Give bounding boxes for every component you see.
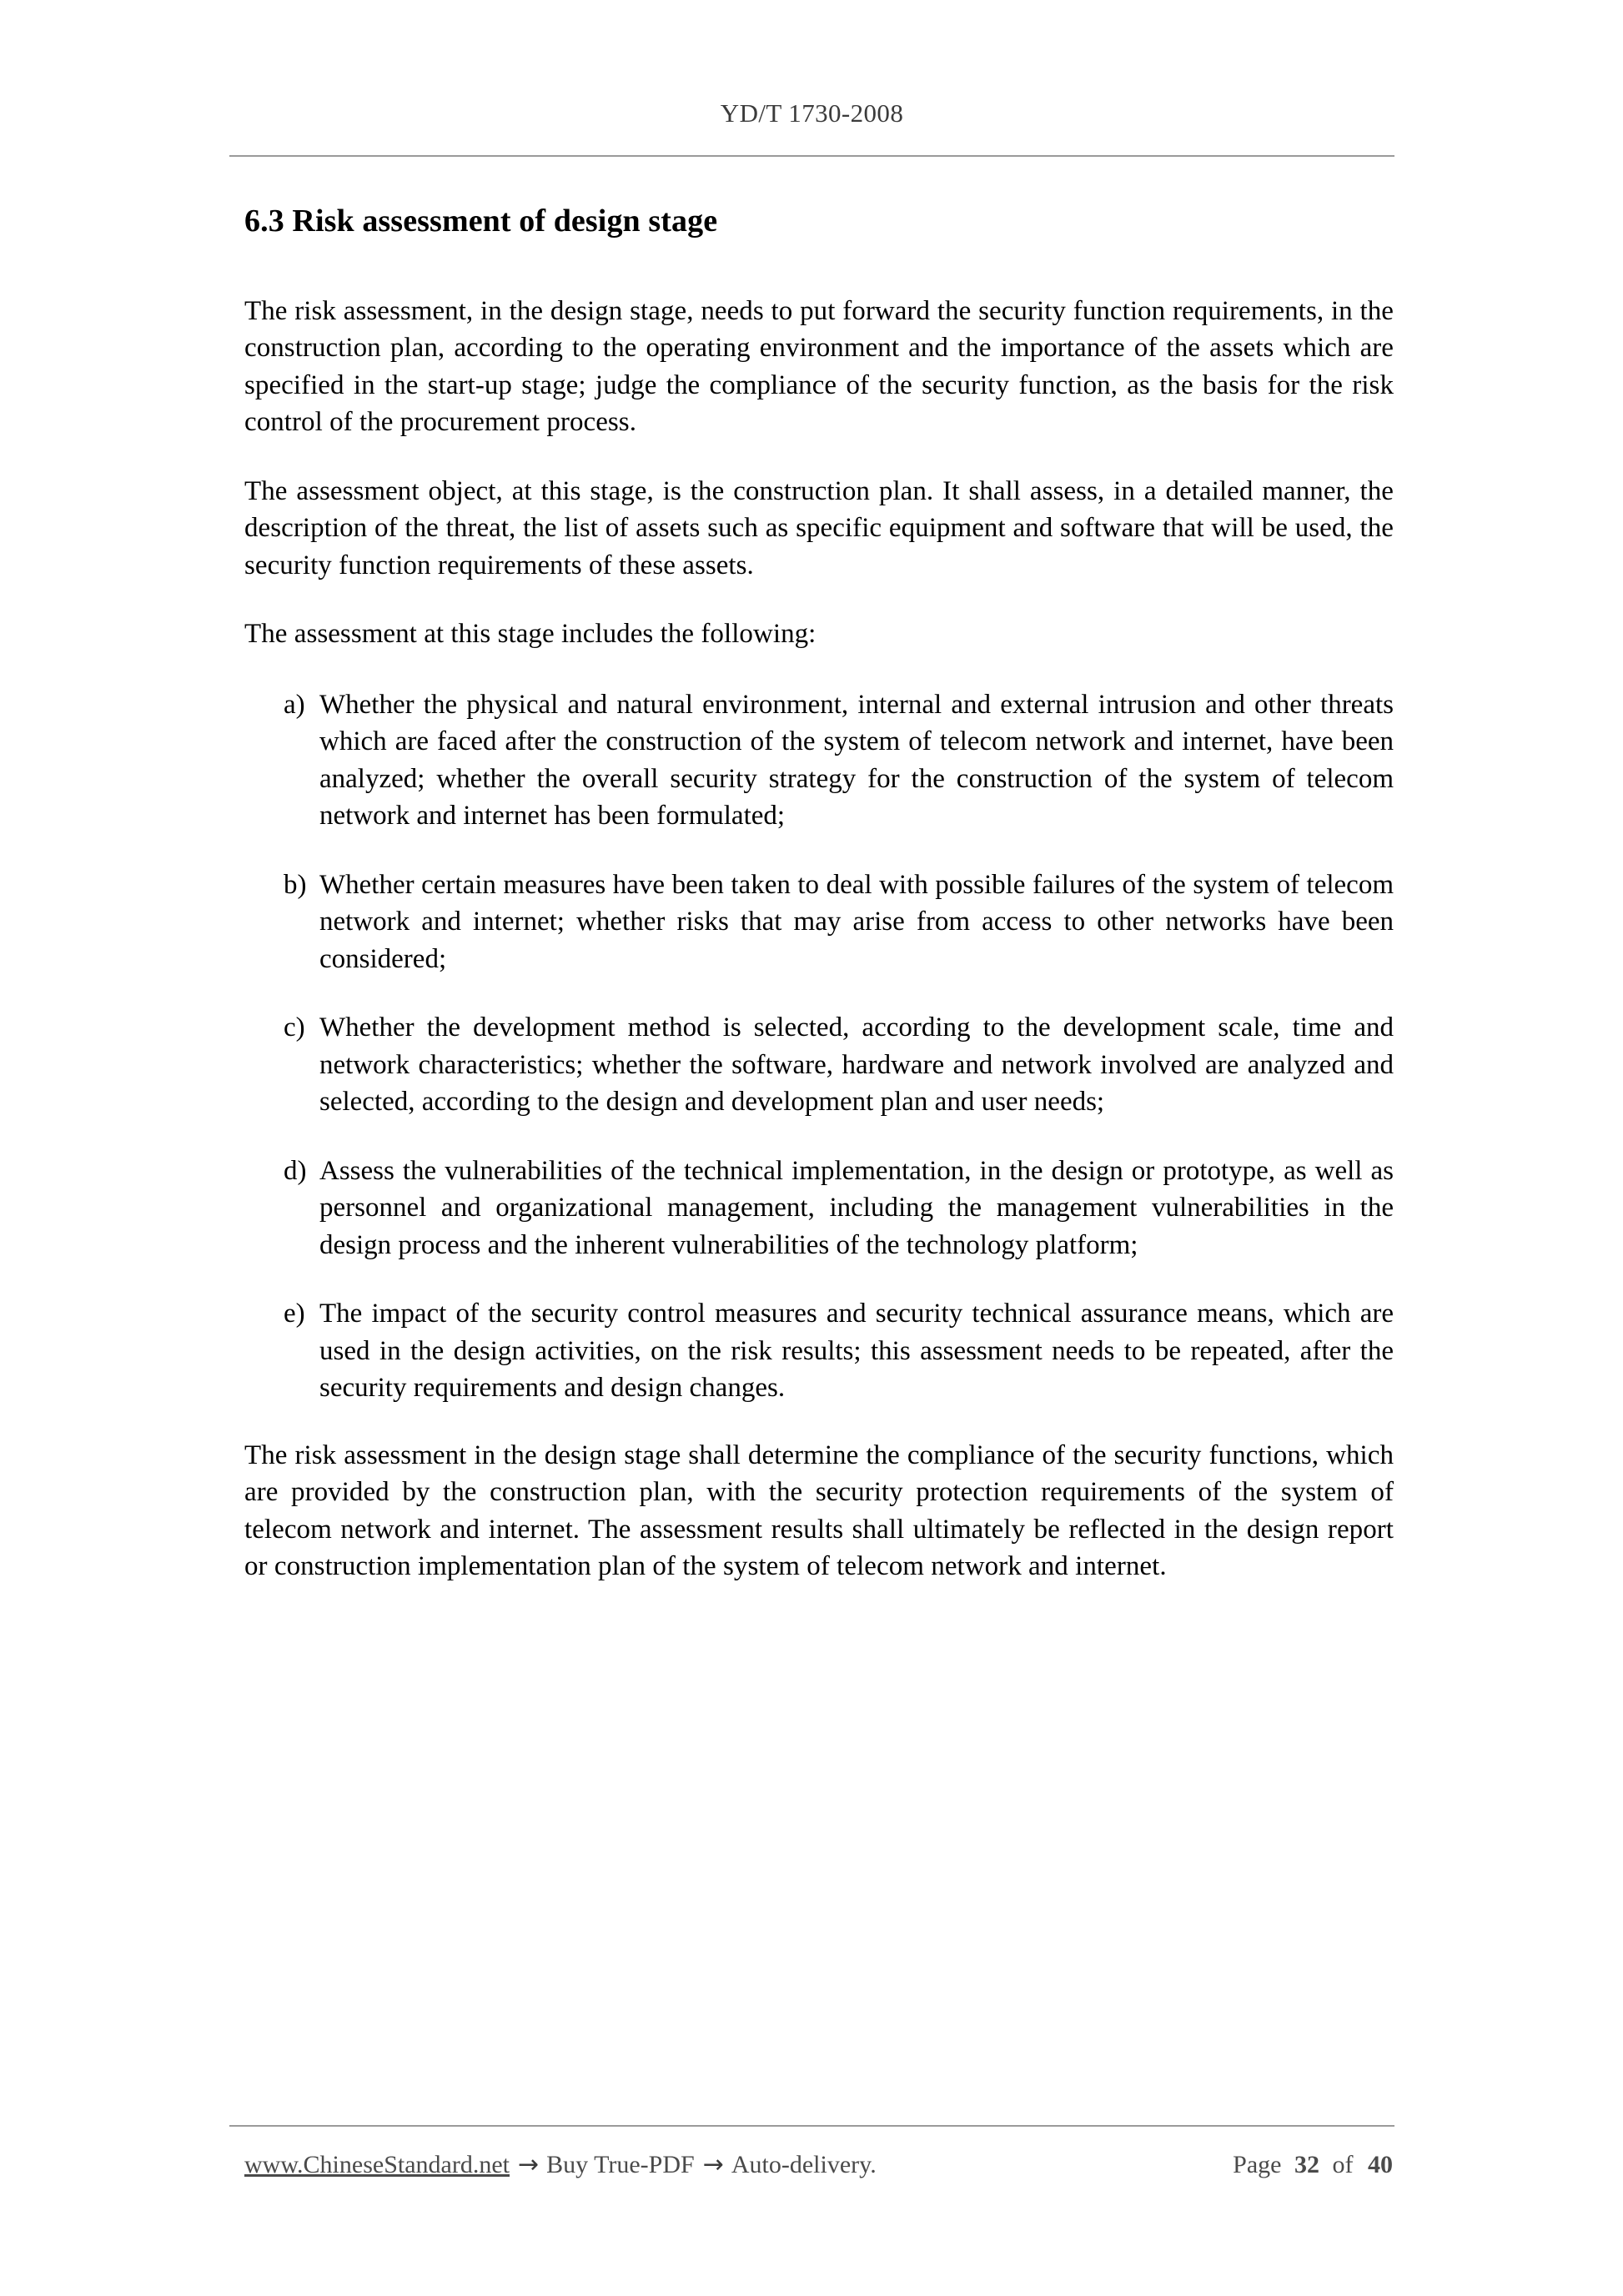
list-item-text: Assess the vulnerabilities of the technical implementation, in the design or prototype, as well as personnel and organizational management, including the management vulnerabilities in the design process and the inherent vulnerabilities of the technology platform;	[319, 1155, 1394, 1260]
list-item	[244, 867, 1394, 978]
chinesestandard-link[interactable]: www.ChineseStandard.net	[244, 2151, 510, 2178]
list-item	[244, 1295, 1394, 1407]
page-of-label: of	[1332, 2151, 1354, 2178]
list-item-marker: d)	[284, 1155, 307, 1186]
list-item-marker: c)	[284, 1012, 305, 1043]
current-page-number: 32	[1294, 2151, 1319, 2178]
list-item-text: Whether the physical and natural environment, internal and external intrusion and other threats which are faced after the construction of the system of telecom network and internet, have been analyzed; whether the overall security strategy for the construction of the system of telecom network and internet has been formulated;	[319, 689, 1394, 831]
footer-divider-rule	[229, 2125, 1394, 2127]
footer-buy-label: Buy True-PDF	[546, 2151, 695, 2178]
list-item	[244, 686, 1394, 835]
arrow-right-icon: →	[518, 2150, 540, 2179]
document-content	[244, 203, 1394, 1585]
paragraph-conclusion: The risk assessment in the design stage shall determine the compliance of the security functions, which are provided by the construction plan, with the security protection requirements of the system of telecom network and internet. The assessment results shall ultimately be reflected in the design report or construction implementation plan of the system of telecom network and internet.	[244, 1439, 1394, 1582]
list-item-marker: e)	[284, 1299, 305, 1329]
list-item-text: The impact of the security control measures and security technical assurance means, which are used in the design activities, on the risk results; this assessment needs to be repeated, after the security requirements and design changes.	[319, 1299, 1394, 1404]
list-item	[244, 1009, 1394, 1121]
page-footer	[244, 2150, 1394, 2179]
spacer	[244, 441, 1394, 473]
standard-number-header: YD/T 1730-2008	[720, 98, 904, 128]
page-label: Page	[1233, 2151, 1282, 2178]
list-item-marker: a)	[284, 689, 305, 720]
section-heading: 6.3 Risk assessment of design stage	[244, 203, 718, 239]
page-header	[229, 98, 1394, 128]
page-number-indicator	[1233, 2151, 1394, 2179]
spacer	[244, 653, 1394, 686]
spacer	[244, 1407, 1394, 1437]
list-item	[244, 1153, 1394, 1264]
assessment-items-list	[244, 686, 1394, 1407]
spacer	[244, 241, 1394, 293]
list-item-text: Whether certain measures have been taken to deal with possible failures of the system of telecom network and internet; whether risks that may arise from access to other networks have been considered;	[319, 869, 1394, 974]
list-item-marker: b)	[284, 869, 307, 900]
total-page-number: 40	[1368, 2151, 1393, 2178]
arrow-right-icon: →	[702, 2150, 724, 2179]
paragraph-intro: The risk assessment, in the design stage, needs to put forward the security function requirements, in the construction plan, according to the operating environment and the importance of the assets which are specified in the start-up stage; judge the compliance of the security function, as the basis for the risk control of the procurement process.	[244, 295, 1394, 438]
footer-delivery-label: Auto-delivery.	[731, 2151, 877, 2178]
paragraph-list-lead-in: The assessment at this stage includes the following:	[244, 619, 817, 650]
footer-promo	[244, 2150, 877, 2179]
paragraph-assessment-object: The assessment object, at this stage, is the construction plan. It shall assess, in a detailed manner, the description of the threat, the list of assets such as specific equipment and software that will be used, the security function requirements of these assets.	[244, 475, 1394, 580]
list-item-text: Whether the development method is selected, according to the development scale, time and network characteristics; whether the software, hardware and network involved are analyzed and selected, according to the design and development plan and user needs;	[319, 1012, 1394, 1118]
spacer	[244, 584, 1394, 615]
header-divider-rule	[229, 155, 1394, 157]
